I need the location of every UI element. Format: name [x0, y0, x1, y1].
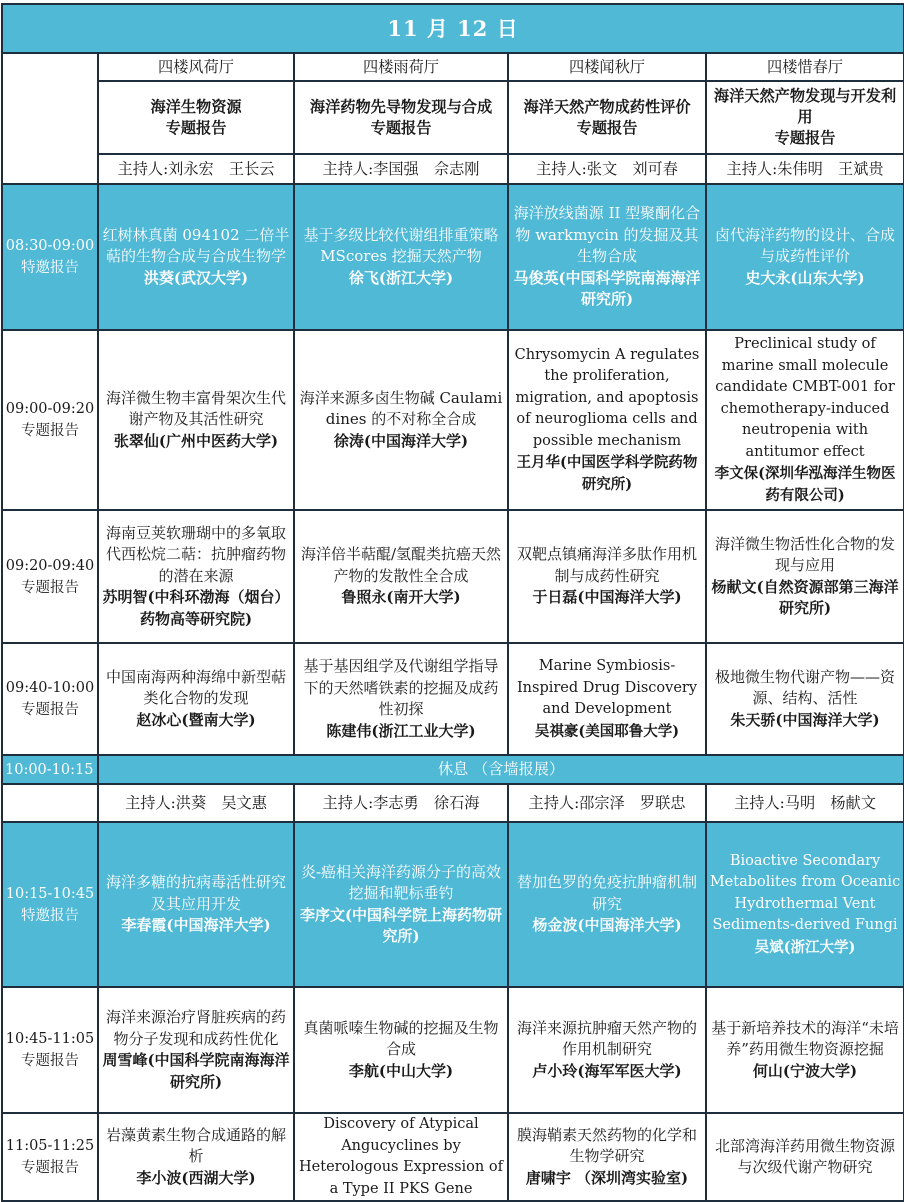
time-cell	[2, 1113, 98, 1201]
table-row	[2, 643, 904, 755]
talk-title: Chrysomycin A regulates the proliferation, migration, and apoptosis of neuroglioma cells and possible mechanism	[514, 346, 700, 449]
hall-name: 四楼风荷厅	[98, 53, 294, 81]
talk-title: Marine Symbiosis-Inspired Drug Discovery and Development	[516, 658, 698, 717]
talk-speaker: 张翠仙(广州中医药大学)	[113, 431, 279, 450]
slot-type: 特邀报告	[21, 260, 79, 276]
table-row	[2, 822, 904, 987]
talk-title: 海南豆荚软珊瑚中的多氧取代西松烷二萜：抗肿瘤药物的潜在来源	[105, 523, 286, 585]
slot-type: 专题报告	[21, 423, 79, 439]
talk-cell	[294, 1113, 508, 1201]
slot-time: 08:30-09:00	[5, 238, 95, 254]
session-host: 主持人:张文 刘可春	[508, 154, 706, 184]
talk-cell	[508, 510, 706, 643]
talk-speaker: 李文保(深圳华泓海洋生物医药有限公司)	[714, 465, 896, 504]
table-row	[2, 184, 904, 330]
date-title: 11 月 12 日	[2, 4, 904, 53]
table-row	[2, 330, 904, 510]
talk-cell	[98, 330, 294, 510]
talk-cell	[706, 822, 904, 987]
talk-title: 海洋来源多卤生物碱 Caulamidines 的不对称全合成	[299, 388, 503, 429]
talk-speaker: 陈建伟(浙江工业大学)	[326, 721, 476, 740]
slot-time: 09:40-10:00	[5, 680, 95, 696]
session-name: 海洋天然产物发现与开发利用	[713, 87, 897, 126]
talk-title: Preclinical study of marine small molecule candidate CMBT-001 for chemotherapy-induced neutropenia with antitumor effect	[715, 336, 895, 460]
talk-cell	[508, 184, 706, 330]
session-subtitle: 专题报告	[576, 118, 638, 137]
talk-speaker: 何山(宁波大学)	[752, 1061, 858, 1080]
talk-cell	[706, 643, 904, 755]
talk-speaker: 吴斌(浙江大学)	[754, 938, 856, 956]
talk-speaker: 苏明智(中科环渤海（烟台） 药物高等研究院)	[102, 588, 290, 628]
table-row	[2, 987, 904, 1113]
hall-name: 四楼惜春厅	[706, 53, 904, 81]
talk-title: 海洋来源抗肿瘤天然产物的作用机制研究	[516, 1018, 697, 1059]
session-subtitle: 专题报告	[165, 118, 227, 137]
talk-cell	[294, 643, 508, 755]
session-name: 海洋生物资源	[150, 97, 242, 116]
break-label: 休息 （含墙报展）	[98, 755, 904, 784]
talk-cell	[98, 987, 294, 1113]
talk-cell	[508, 643, 706, 755]
break-time: 10:00-10:15	[2, 755, 98, 784]
talk-title: Bioactive Secondary Metabolites from Oceanic Hydrothermal Vent Sediments-derived Fungi	[709, 852, 901, 934]
session-host: 主持人:马明 杨献文	[706, 784, 904, 822]
talk-cell	[706, 1113, 904, 1201]
slot-time: 10:15-10:45	[5, 885, 95, 902]
slot-type: 专题报告	[21, 702, 79, 718]
talk-title: 真菌哌嗪生物碱的挖掘及生物合成	[303, 1018, 499, 1059]
talk-speaker: 徐涛(中国海洋大学)	[333, 431, 469, 450]
session-name: 海洋药物先导物发现与合成	[309, 97, 493, 116]
talk-title: 北部湾海洋药用微生物资源与次级代谢产物研究	[715, 1136, 896, 1176]
table-row	[2, 510, 904, 643]
talk-speaker: 赵冰心(暨南大学)	[136, 710, 256, 729]
time-cell	[2, 184, 98, 330]
session-title-cell	[294, 81, 508, 154]
talk-title: 海洋放线菌源 II 型聚酮化合物 warkmycin 的发掘及其生物合成	[513, 204, 701, 266]
talk-title: 海洋微生物丰富骨架次生代谢产物及其活性研究	[105, 388, 286, 429]
talk-title: 替加色罗的免疫抗肿瘤机制研究	[516, 873, 697, 913]
slot-type: 专题报告	[21, 579, 79, 596]
session-host: 主持人:李志勇 徐石海	[294, 784, 508, 822]
talk-speaker: 李小波(西湖大学)	[136, 1168, 256, 1187]
talk-speaker: 史大永(山东大学)	[745, 268, 865, 287]
talk-cell	[706, 987, 904, 1113]
talk-speaker: 周雪峰(中国科学院南海海洋研究所)	[102, 1051, 290, 1091]
host-row-label	[2, 784, 98, 822]
slot-time: 09:00-09:20	[5, 401, 95, 417]
session-title-cell	[706, 81, 904, 154]
session-host: 主持人:刘永宏 王长云	[98, 154, 294, 184]
talk-title: 卤代海洋药物的设计、合成与成药性评价	[715, 225, 896, 266]
slot-time: 09:20-09:40	[5, 557, 95, 574]
session-title-cell	[98, 81, 294, 154]
talk-title: 膜海鞘素天然药物的化学和生物学研究	[516, 1125, 697, 1166]
talk-cell	[98, 643, 294, 755]
talk-cell	[98, 822, 294, 987]
session-subtitle: 专题报告	[774, 129, 836, 147]
session-title-cell	[508, 81, 706, 154]
talk-cell	[508, 330, 706, 510]
talk-cell	[98, 184, 294, 330]
time-cell	[2, 330, 98, 510]
talk-title: 双靶点镇痛海洋多肽作用机制与成药性研究	[516, 545, 697, 585]
slot-type: 特邀报告	[21, 907, 79, 924]
talk-cell	[706, 330, 904, 510]
talk-cell	[706, 184, 904, 330]
time-cell	[2, 987, 98, 1113]
slot-type: 专题报告	[21, 1053, 79, 1069]
talk-speaker: 唐啸宇 （深圳湾实验室)	[525, 1168, 689, 1187]
slot-time: 10:45-11:05	[5, 1031, 95, 1047]
talk-speaker: 李航(中山大学)	[348, 1061, 454, 1080]
slot-time: 11:05-11:25	[5, 1138, 95, 1154]
time-cell	[2, 643, 98, 755]
talk-cell	[706, 510, 904, 643]
talk-speaker: 王月华(中国医学科学院药物研究所)	[516, 454, 698, 493]
corner-cell	[2, 53, 98, 184]
talk-speaker: 鲁照永(南开大学)	[341, 588, 461, 607]
talk-title: 红树林真菌 094102 二倍半萜的生物合成与合成生物学	[102, 225, 290, 266]
hall-name: 四楼闻秋厅	[508, 53, 706, 81]
talk-cell	[294, 822, 508, 987]
time-cell	[2, 510, 98, 643]
talk-speaker: 于日磊(中国海洋大学)	[532, 588, 682, 607]
talk-cell	[98, 510, 294, 643]
talk-title: 中国南海两种海绵中新型萜类化合物的发现	[105, 667, 286, 708]
talk-speaker: 吴祺豪(美国耶鲁大学)	[534, 722, 680, 740]
talk-title: 基于基因组学及代谢组学指导下的天然嗜铁素的挖掘及成药性初探	[303, 657, 499, 718]
talk-speaker: 李序文(中国科学院上海药物研究所)	[299, 905, 503, 945]
talk-speaker: 李春霞(中国海洋大学)	[121, 916, 271, 935]
talk-cell	[508, 1113, 706, 1201]
time-cell	[2, 822, 98, 987]
talk-speaker: 洪葵(武汉大学)	[143, 268, 249, 287]
talk-title: 海洋倍半萜醌/氢醌类抗癌天然产物的发散性全合成	[300, 545, 502, 585]
talk-cell	[508, 822, 706, 987]
talk-title: 海洋微生物活性化合物的发现与应用	[715, 534, 896, 574]
session-host: 主持人:洪葵 吴文惠	[98, 784, 294, 822]
session-host: 主持人:李国强 佘志刚	[294, 154, 508, 184]
talk-cell	[294, 184, 508, 330]
talk-title: 炎-癌相关海洋药源分子的高效挖掘和靶标垂钓	[300, 862, 502, 902]
talk-title: 极地微生物代谢产物——资源、结构、活性	[715, 667, 896, 708]
slot-type: 专题报告	[21, 1160, 79, 1176]
session-subtitle: 专题报告	[370, 118, 432, 137]
talk-title: Discovery of Atypical Angucyclines by Heterologous Expression of a Type II PKS Gene	[299, 1116, 503, 1197]
talk-cell	[508, 987, 706, 1113]
talk-title: 基于新培养技术的海洋“未培养”药用微生物资源挖掘	[711, 1018, 899, 1059]
session-name: 海洋天然产物成药性评价	[523, 97, 691, 116]
table-row	[2, 1113, 904, 1201]
session-host: 主持人:朱伟明 王斌贵	[706, 154, 904, 184]
talk-cell	[98, 1113, 294, 1201]
talk-cell	[294, 510, 508, 643]
talk-speaker: 马俊英(中国科学院南海海洋研究所)	[513, 268, 701, 309]
talk-cell	[294, 330, 508, 510]
hall-name: 四楼雨荷厅	[294, 53, 508, 81]
talk-speaker: 卢小玲(海军军医大学)	[532, 1061, 682, 1080]
talk-speaker: 徐飞(浙江大学)	[348, 268, 454, 287]
talk-speaker: 杨金波(中国海洋大学)	[532, 916, 682, 935]
talk-title: 海洋多糖的抗病毒活性研究及其应用开发	[105, 873, 286, 913]
talk-speaker: 杨献文(自然资源部第三海洋研究所)	[711, 577, 899, 617]
talk-title: 岩藻黄素生物合成通路的解析	[105, 1125, 286, 1166]
schedule-table	[1, 3, 904, 1202]
talk-title: 基于多级比较代谢组排重策略 MScores 挖掘天然产物	[303, 225, 499, 266]
session-host: 主持人:邵宗泽 罗联忠	[508, 784, 706, 822]
talk-cell	[294, 987, 508, 1113]
talk-title: 海洋来源治疗肾脏疾病的药物分子发现和成药性优化	[105, 1008, 286, 1048]
talk-speaker: 朱天骄(中国海洋大学)	[730, 710, 880, 729]
